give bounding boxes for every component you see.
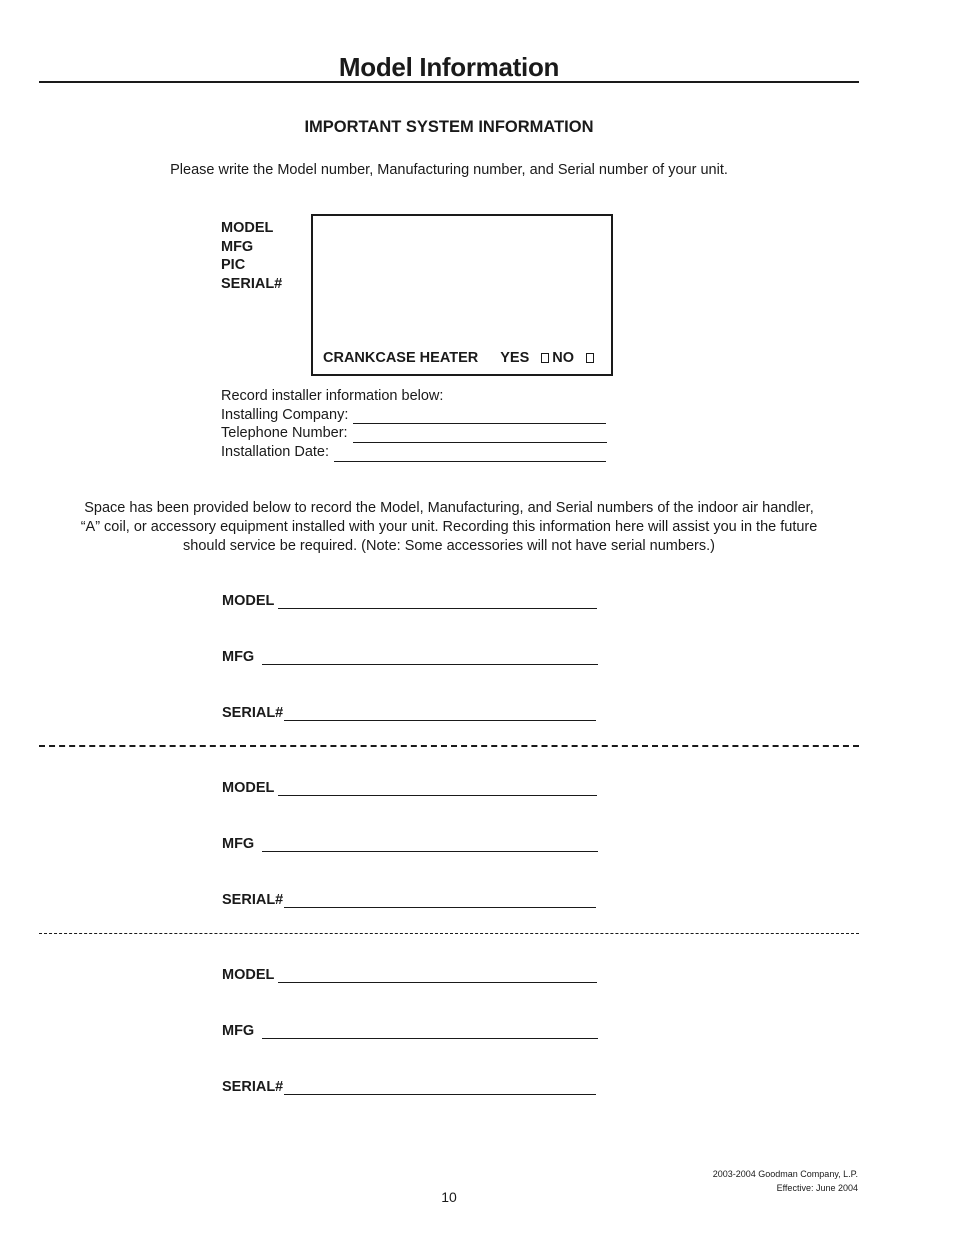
installation-date-row <box>221 443 607 462</box>
record-serial-field[interactable] <box>284 894 596 908</box>
unit-label-column <box>221 219 282 294</box>
record-mfg-label: MFG <box>222 649 255 665</box>
page-title: Model Information <box>338 52 560 82</box>
installation-date-label: Installation Date: <box>221 444 330 461</box>
installer-heading: Record installer information below: <box>221 388 444 404</box>
record-serial-row <box>222 892 596 908</box>
crankcase-heater-row <box>323 350 597 366</box>
yes-label: YES <box>500 350 530 366</box>
installing-company-row <box>221 406 607 425</box>
record-serial-row <box>222 705 596 721</box>
page-number: 10 <box>441 1189 457 1205</box>
cut-line <box>39 745 859 747</box>
copyright-text: 2003-2004 Goodman Company, L.P. <box>712 1169 858 1179</box>
record-mfg-label: MFG <box>222 1023 255 1039</box>
telephone-number-field[interactable] <box>353 430 607 443</box>
telephone-number-row <box>221 424 607 443</box>
mfg-label: MFG <box>221 238 254 255</box>
accessory-note-line: “A” coil, or accessory equipment installed with your unit. Recording this information here will assist you in the future <box>80 519 818 536</box>
record-mfg-label: MFG <box>222 836 255 852</box>
record-mfg-field[interactable] <box>262 651 598 665</box>
record-model-field[interactable] <box>278 782 597 796</box>
record-model-label: MODEL <box>222 967 275 983</box>
record-model-row <box>222 780 597 796</box>
record-model-row <box>222 967 597 983</box>
record-mfg-row <box>222 1023 598 1039</box>
record-serial-label: SERIAL# <box>222 1079 284 1095</box>
record-mfg-row <box>222 649 598 665</box>
installing-company-label: Installing Company: <box>221 406 349 423</box>
record-model-field[interactable] <box>278 969 597 983</box>
cut-line <box>39 933 859 934</box>
record-serial-label: SERIAL# <box>222 892 284 908</box>
no-label: NO <box>552 350 575 366</box>
yes-checkbox[interactable] <box>541 353 549 363</box>
section-heading: IMPORTANT SYSTEM INFORMATION <box>304 118 594 136</box>
record-model-field[interactable] <box>278 595 597 609</box>
no-checkbox[interactable] <box>586 353 594 363</box>
record-mfg-field[interactable] <box>262 1025 598 1039</box>
title-rule <box>39 81 859 83</box>
effective-date: Effective: June 2004 <box>776 1183 858 1193</box>
record-serial-row <box>222 1079 596 1095</box>
record-model-label: MODEL <box>222 780 275 796</box>
crankcase-heater-label: CRANKCASE HEATER <box>323 350 479 366</box>
unit-info-box[interactable] <box>311 214 613 376</box>
serial-label: SERIAL# <box>221 276 283 293</box>
record-model-label: MODEL <box>222 593 275 609</box>
record-mfg-field[interactable] <box>262 838 598 852</box>
record-mfg-row <box>222 836 598 852</box>
pic-label: PIC <box>221 257 246 274</box>
installer-info <box>221 387 607 462</box>
accessory-note <box>0 499 898 557</box>
telephone-number-label: Telephone Number: <box>221 425 348 442</box>
model-label: MODEL <box>221 220 274 236</box>
instruction-text: Please write the Model number, Manufacturing number, and Serial number of your unit. <box>170 162 728 178</box>
accessory-note-line: should service be required. (Note: Some accessories will not have serial numbers.) <box>183 538 715 555</box>
record-model-row <box>222 593 597 609</box>
record-serial-label: SERIAL# <box>222 705 284 721</box>
installation-date-field[interactable] <box>334 449 606 462</box>
record-serial-field[interactable] <box>284 707 596 721</box>
accessory-note-line: Space has been provided below to record the Model, Manufacturing, and Serial numbers of the indoor air handler, <box>84 500 814 516</box>
record-serial-field[interactable] <box>284 1081 596 1095</box>
installing-company-field[interactable] <box>353 411 606 424</box>
